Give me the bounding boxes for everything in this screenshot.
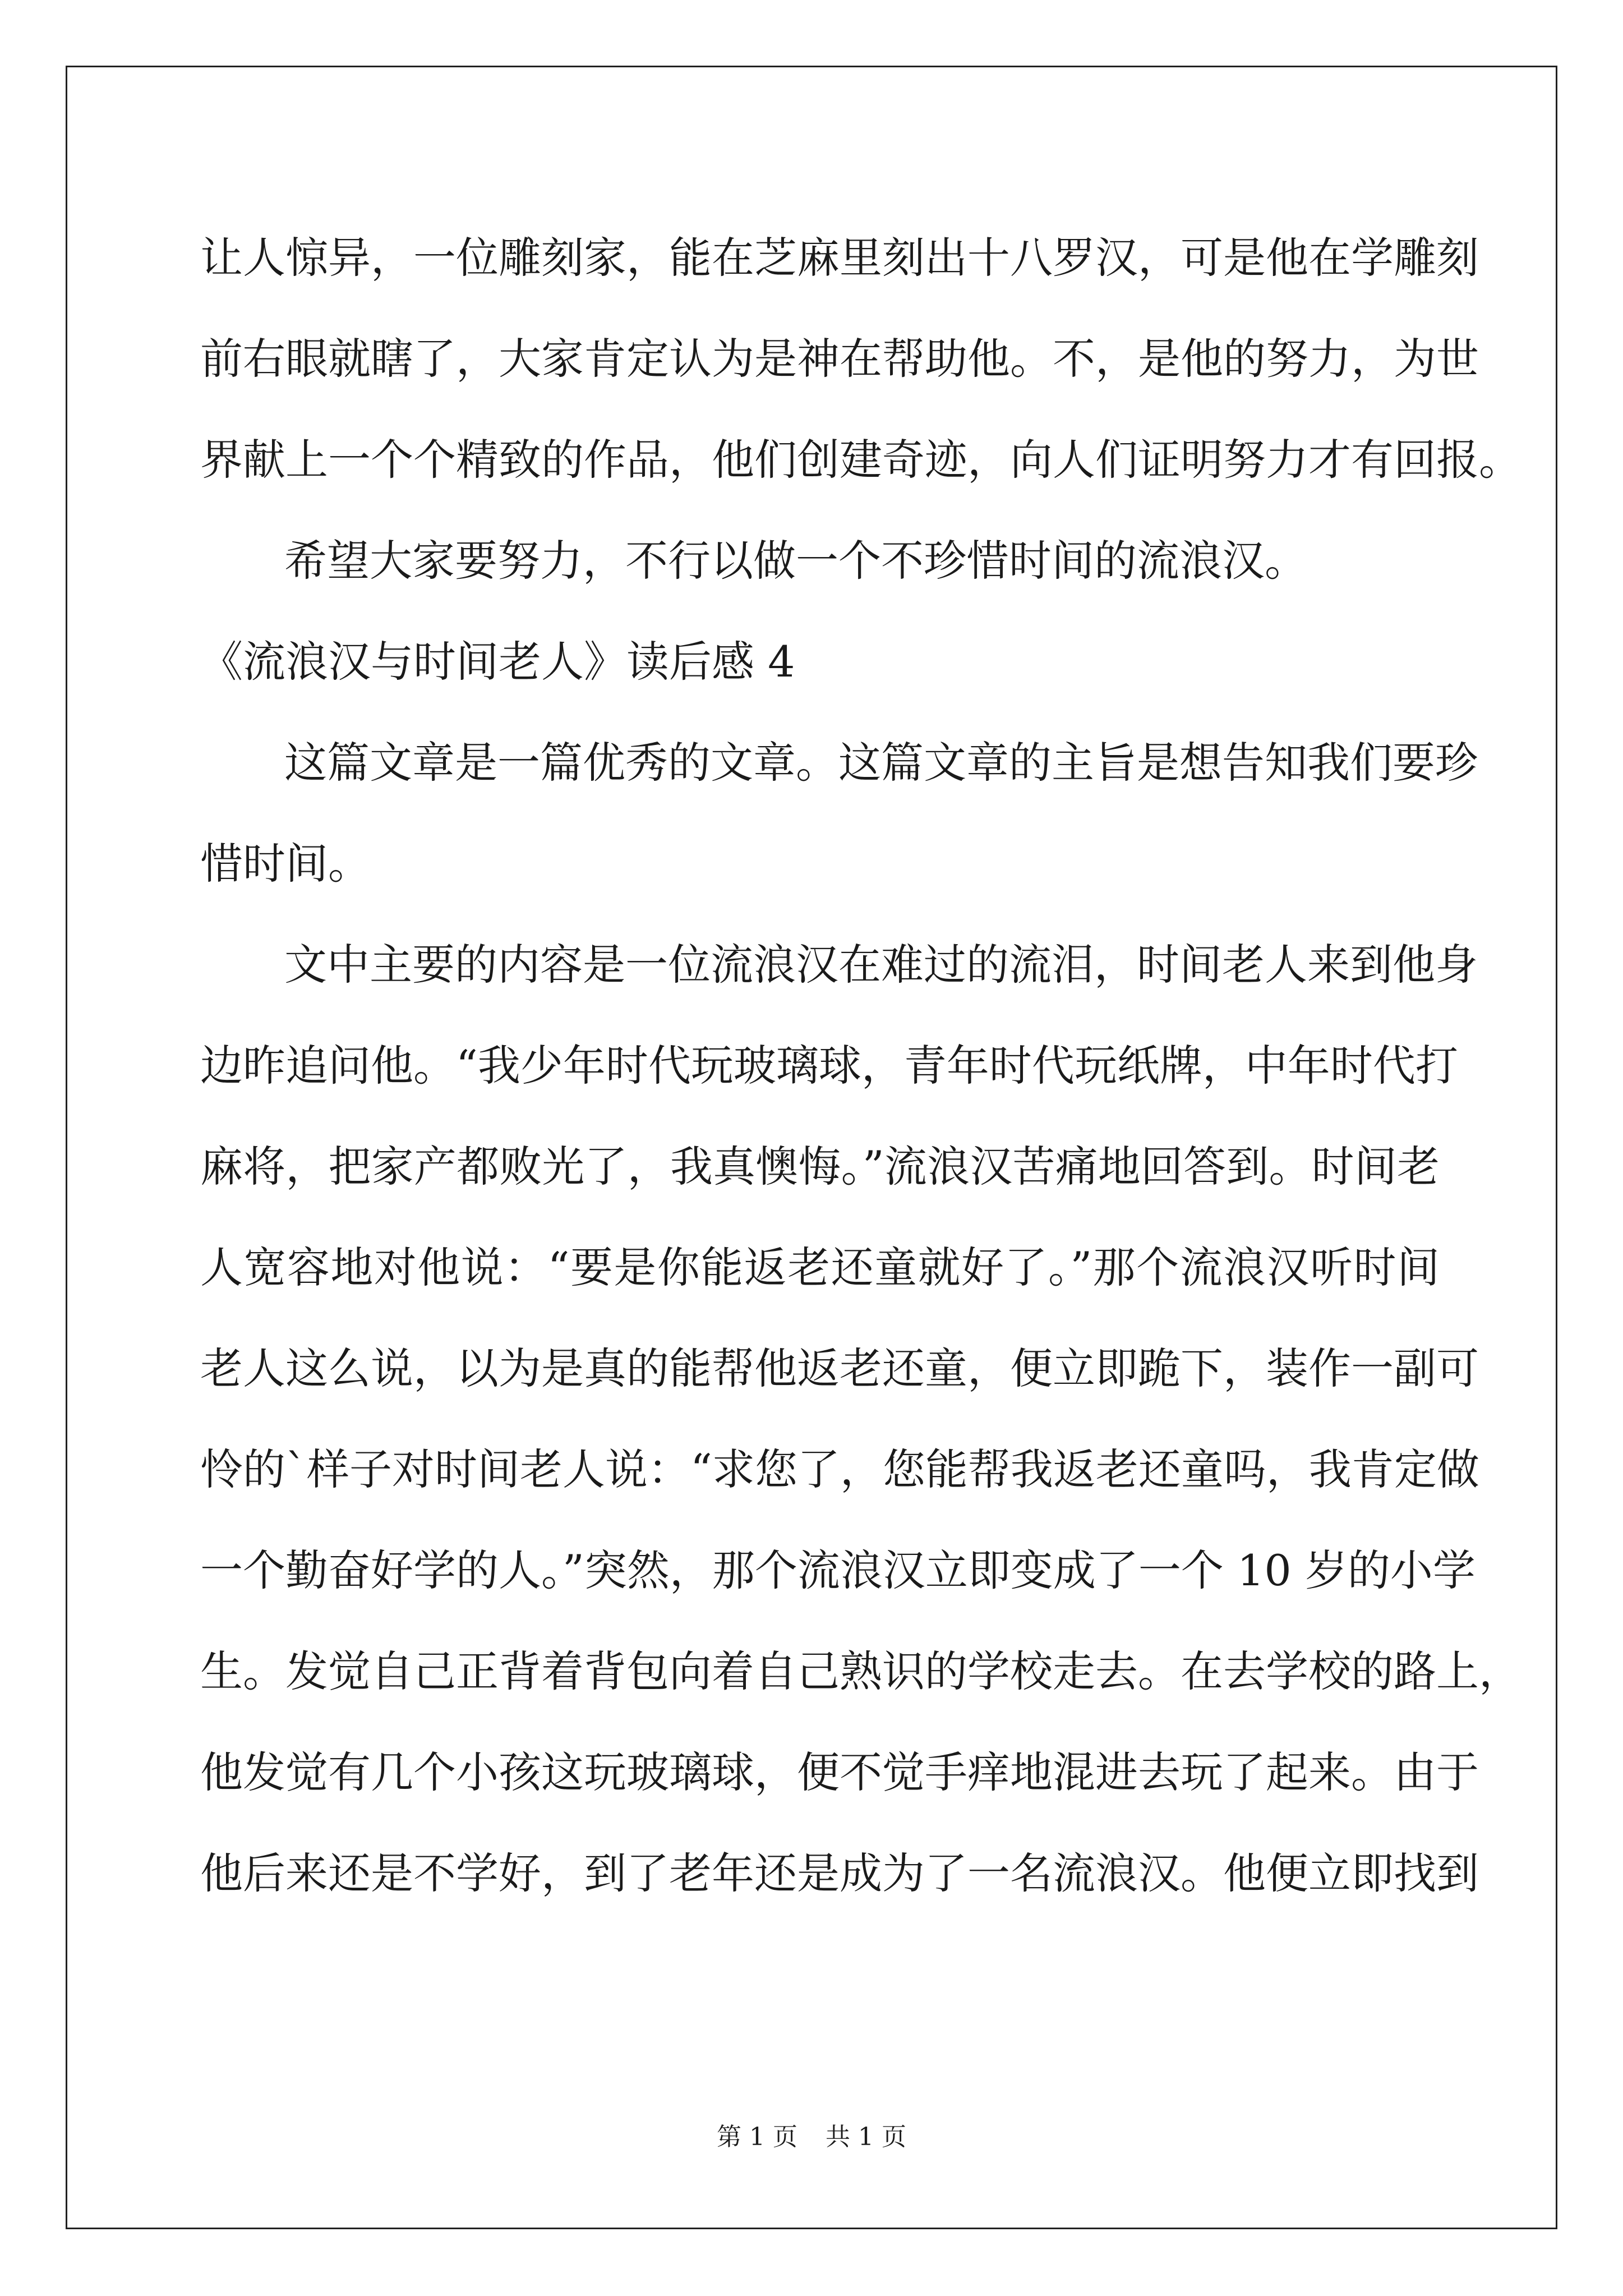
text-line: 界献上一个个精致的作品，他们创建奇迹，向人们证明努力才有回报。: [200, 435, 1521, 485]
text-line: 一个勤奋好学的人。”突然，那个流浪汉立即变成了一个 10 岁的小学: [200, 1545, 1476, 1595]
page-total: 共 1 页: [826, 2123, 906, 2151]
text-line: 老人这么说，以为是真的能帮他返老还童，便立即跪下，装作一副可: [200, 1343, 1479, 1393]
text-line: 边昨追问他。“我少年时代玩玻璃球，青年时代玩纸牌，中年时代打: [200, 1041, 1458, 1091]
text-line: 让人惊异，一位雕刻家，能在芝麻里刻出十八罗汉，可是他在学雕刻: [200, 233, 1479, 283]
page-footer: [0, 2120, 1623, 2154]
text-line: 他后来还是不学好，到了老年还是成为了一名流浪汉。他便立即找到: [200, 1848, 1479, 1898]
text-line: 他发觉有几个小孩这玩玻璃球，便不觉手痒地混进去玩了起来。由于: [200, 1747, 1479, 1797]
text-line: 这篇文章是一篇优秀的文章。这篇文章的主旨是想告知我们要珍: [284, 738, 1478, 788]
text-line: 惜时间。: [200, 839, 371, 889]
section-heading: 《流浪汉与时间老人》读后感 4: [200, 637, 795, 687]
text-line: 怜的`样子对时间老人说：“求您了，您能帮我返老还童吗，我肯定做: [200, 1444, 1479, 1494]
text-line: 人宽容地对他说：“要是你能返老还童就好了。”那个流浪汉听时间: [200, 1243, 1440, 1292]
text-line: 前右眼就瞎了，大家肯定认为是神在帮助他。不，是他的努力，为世: [200, 334, 1479, 384]
text-line: 文中主要的内容是一位流浪汉在难过的流泪，时间老人来到他身: [284, 940, 1478, 990]
text-line: 麻将，把家产都败光了，我真懊悔。”流浪汉苦痛地回答到。时间老: [200, 1142, 1440, 1191]
text-line: 生。发觉自己正背着背包向着自己熟识的学校走去。在去学校的路上，: [200, 1646, 1521, 1696]
page-number: 第 1 页: [717, 2123, 797, 2151]
text-line: 希望大家要努力，不行以做一个不珍惜时间的流浪汉。: [284, 536, 1307, 586]
document-body: [200, 208, 1521, 1924]
